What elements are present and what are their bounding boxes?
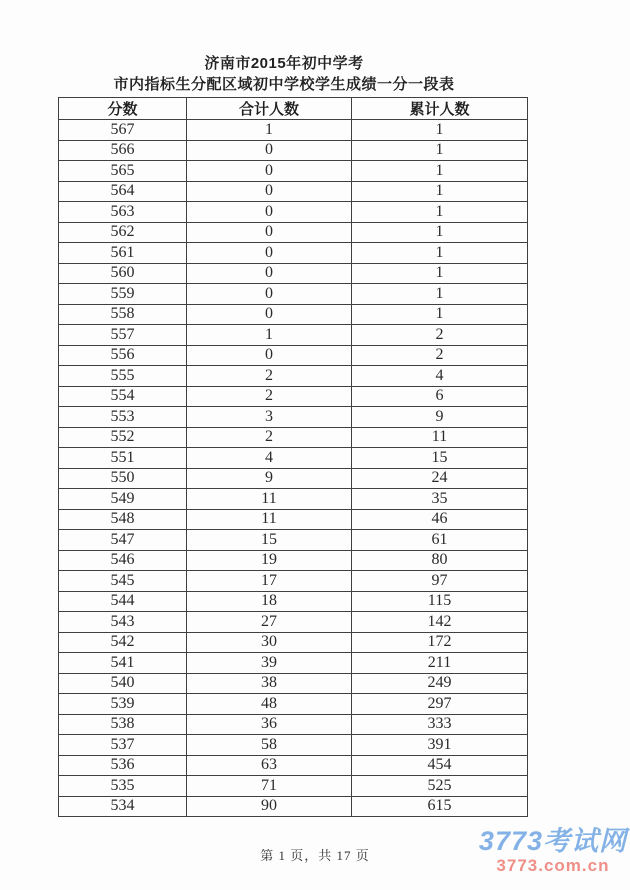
cumulative-count-cell: 46: [352, 509, 528, 530]
cumulative-count-cell: 2: [352, 345, 528, 366]
table-row: [59, 694, 528, 715]
cumulative-count-cell: 1: [352, 140, 528, 161]
table-row: [59, 530, 528, 551]
table-row: [59, 632, 528, 653]
score-cell: 559: [59, 284, 187, 305]
total-count-cell: 0: [187, 243, 352, 264]
cumulative-count-cell: 24: [352, 468, 528, 489]
watermark-site-url: 3773.com.cn: [496, 856, 610, 875]
document-title-line2: 市内指标生分配区域初中学校学生成绩一分一段表: [113, 76, 455, 93]
score-cell: 546: [59, 550, 187, 571]
cumulative-count-cell: 1: [352, 181, 528, 202]
score-cell: 565: [59, 161, 187, 182]
table-row: [59, 489, 528, 510]
total-count-cell: 38: [187, 673, 352, 694]
total-count-cell: 63: [187, 755, 352, 776]
total-count-cell: 1: [187, 325, 352, 346]
score-cell: 566: [59, 140, 187, 161]
cumulative-count-cell: 4: [352, 366, 528, 387]
table-row: [59, 591, 528, 612]
total-count-cell: 15: [187, 530, 352, 551]
score-cell: 562: [59, 222, 187, 243]
total-count-cell: 58: [187, 735, 352, 756]
total-count-cell: 0: [187, 161, 352, 182]
score-cell: 556: [59, 345, 187, 366]
table-row: [59, 284, 528, 305]
score-cell: 539: [59, 694, 187, 715]
cumulative-count-cell: 615: [352, 796, 528, 817]
table-row: [59, 222, 528, 243]
cumulative-count-cell: 11: [352, 427, 528, 448]
score-cell: 557: [59, 325, 187, 346]
score-cell: 544: [59, 591, 187, 612]
watermark-site-name: 3773考试网: [478, 826, 627, 856]
score-cell: 563: [59, 202, 187, 223]
score-cell: 560: [59, 263, 187, 284]
total-count-cell: 19: [187, 550, 352, 571]
table-row: [59, 755, 528, 776]
cumulative-count-cell: 1: [352, 202, 528, 223]
table-row: [59, 571, 528, 592]
total-count-cell: 36: [187, 714, 352, 735]
table-row: [59, 407, 528, 428]
score-cell: 561: [59, 243, 187, 264]
total-count-cell: 0: [187, 181, 352, 202]
cumulative-count-cell: 525: [352, 776, 528, 797]
score-cell: 547: [59, 530, 187, 551]
score-cell: 535: [59, 776, 187, 797]
cumulative-count-cell: 142: [352, 612, 528, 633]
table-row: [59, 181, 528, 202]
table-row: [59, 468, 528, 489]
score-cell: 536: [59, 755, 187, 776]
table-row: [59, 263, 528, 284]
cumulative-count-cell: 297: [352, 694, 528, 715]
cumulative-count-cell: 2: [352, 325, 528, 346]
cumulative-count-cell: 1: [352, 284, 528, 305]
table-row: [59, 325, 528, 346]
table-row: [59, 448, 528, 469]
score-cell: 538: [59, 714, 187, 735]
total-count-cell: 3: [187, 407, 352, 428]
score-cell: 548: [59, 509, 187, 530]
cumulative-count-cell: 115: [352, 591, 528, 612]
table-row: [59, 161, 528, 182]
cumulative-count-cell: 6: [352, 386, 528, 407]
cumulative-count-cell: 15: [352, 448, 528, 469]
table-row: [59, 653, 528, 674]
cumulative-count-cell: 1: [352, 263, 528, 284]
table-row: [59, 202, 528, 223]
table-row: [59, 509, 528, 530]
total-count-cell: 30: [187, 632, 352, 653]
total-count-cell: 0: [187, 140, 352, 161]
cumulative-count-cell: 1: [352, 161, 528, 182]
total-count-cell: 90: [187, 796, 352, 817]
total-count-cell: 11: [187, 489, 352, 510]
col-header-total-count: 合计人数: [187, 98, 352, 120]
score-cell: 543: [59, 612, 187, 633]
page-number: 第 1 页，共 17 页: [260, 848, 370, 863]
score-cell: 552: [59, 427, 187, 448]
total-count-cell: 0: [187, 284, 352, 305]
score-cell: 549: [59, 489, 187, 510]
total-count-cell: 11: [187, 509, 352, 530]
score-cell: 567: [59, 120, 187, 141]
score-cell: 554: [59, 386, 187, 407]
total-count-cell: 4: [187, 448, 352, 469]
table-row: [59, 243, 528, 264]
total-count-cell: 9: [187, 468, 352, 489]
cumulative-count-cell: 1: [352, 304, 528, 325]
total-count-cell: 27: [187, 612, 352, 633]
table-row: [59, 120, 528, 141]
total-count-cell: 0: [187, 202, 352, 223]
table-row: [59, 427, 528, 448]
cumulative-count-cell: 97: [352, 571, 528, 592]
total-count-cell: 1: [187, 120, 352, 141]
total-count-cell: 2: [187, 386, 352, 407]
score-cell: 553: [59, 407, 187, 428]
table-row: [59, 673, 528, 694]
table-row: [59, 612, 528, 633]
score-cell: 550: [59, 468, 187, 489]
score-cell: 564: [59, 181, 187, 202]
score-cell: 545: [59, 571, 187, 592]
table-row: [59, 366, 528, 387]
total-count-cell: 18: [187, 591, 352, 612]
total-count-cell: 0: [187, 263, 352, 284]
total-count-cell: 48: [187, 694, 352, 715]
table-row: [59, 776, 528, 797]
watermark: [479, 827, 627, 875]
score-distribution-table: [58, 97, 528, 817]
table-header-row: [59, 98, 528, 120]
table-row: [59, 386, 528, 407]
document-title-line1: 济南市2015年初中学考: [204, 55, 364, 72]
score-cell: 555: [59, 366, 187, 387]
score-cell: 534: [59, 796, 187, 817]
score-cell: 551: [59, 448, 187, 469]
total-count-cell: 0: [187, 222, 352, 243]
total-count-cell: 0: [187, 345, 352, 366]
score-cell: 540: [59, 673, 187, 694]
col-header-score: 分数: [59, 98, 187, 120]
table-row: [59, 735, 528, 756]
table-row: [59, 550, 528, 571]
score-cell: 558: [59, 304, 187, 325]
cumulative-count-cell: 1: [352, 120, 528, 141]
total-count-cell: 39: [187, 653, 352, 674]
cumulative-count-cell: 61: [352, 530, 528, 551]
score-cell: 537: [59, 735, 187, 756]
cumulative-count-cell: 35: [352, 489, 528, 510]
total-count-cell: 0: [187, 304, 352, 325]
cumulative-count-cell: 333: [352, 714, 528, 735]
cumulative-count-cell: 1: [352, 222, 528, 243]
table-row: [59, 345, 528, 366]
cumulative-count-cell: 9: [352, 407, 528, 428]
cumulative-count-cell: 211: [352, 653, 528, 674]
table-row: [59, 140, 528, 161]
cumulative-count-cell: 454: [352, 755, 528, 776]
total-count-cell: 71: [187, 776, 352, 797]
score-cell: 542: [59, 632, 187, 653]
total-count-cell: 17: [187, 571, 352, 592]
score-cell: 541: [59, 653, 187, 674]
col-header-cumulative-count: 累计人数: [352, 98, 528, 120]
total-count-cell: 2: [187, 366, 352, 387]
table-row: [59, 714, 528, 735]
total-count-cell: 2: [187, 427, 352, 448]
cumulative-count-cell: 249: [352, 673, 528, 694]
table-row: [59, 796, 528, 817]
cumulative-count-cell: 80: [352, 550, 528, 571]
cumulative-count-cell: 1: [352, 243, 528, 264]
cumulative-count-cell: 172: [352, 632, 528, 653]
cumulative-count-cell: 391: [352, 735, 528, 756]
table-row: [59, 304, 528, 325]
